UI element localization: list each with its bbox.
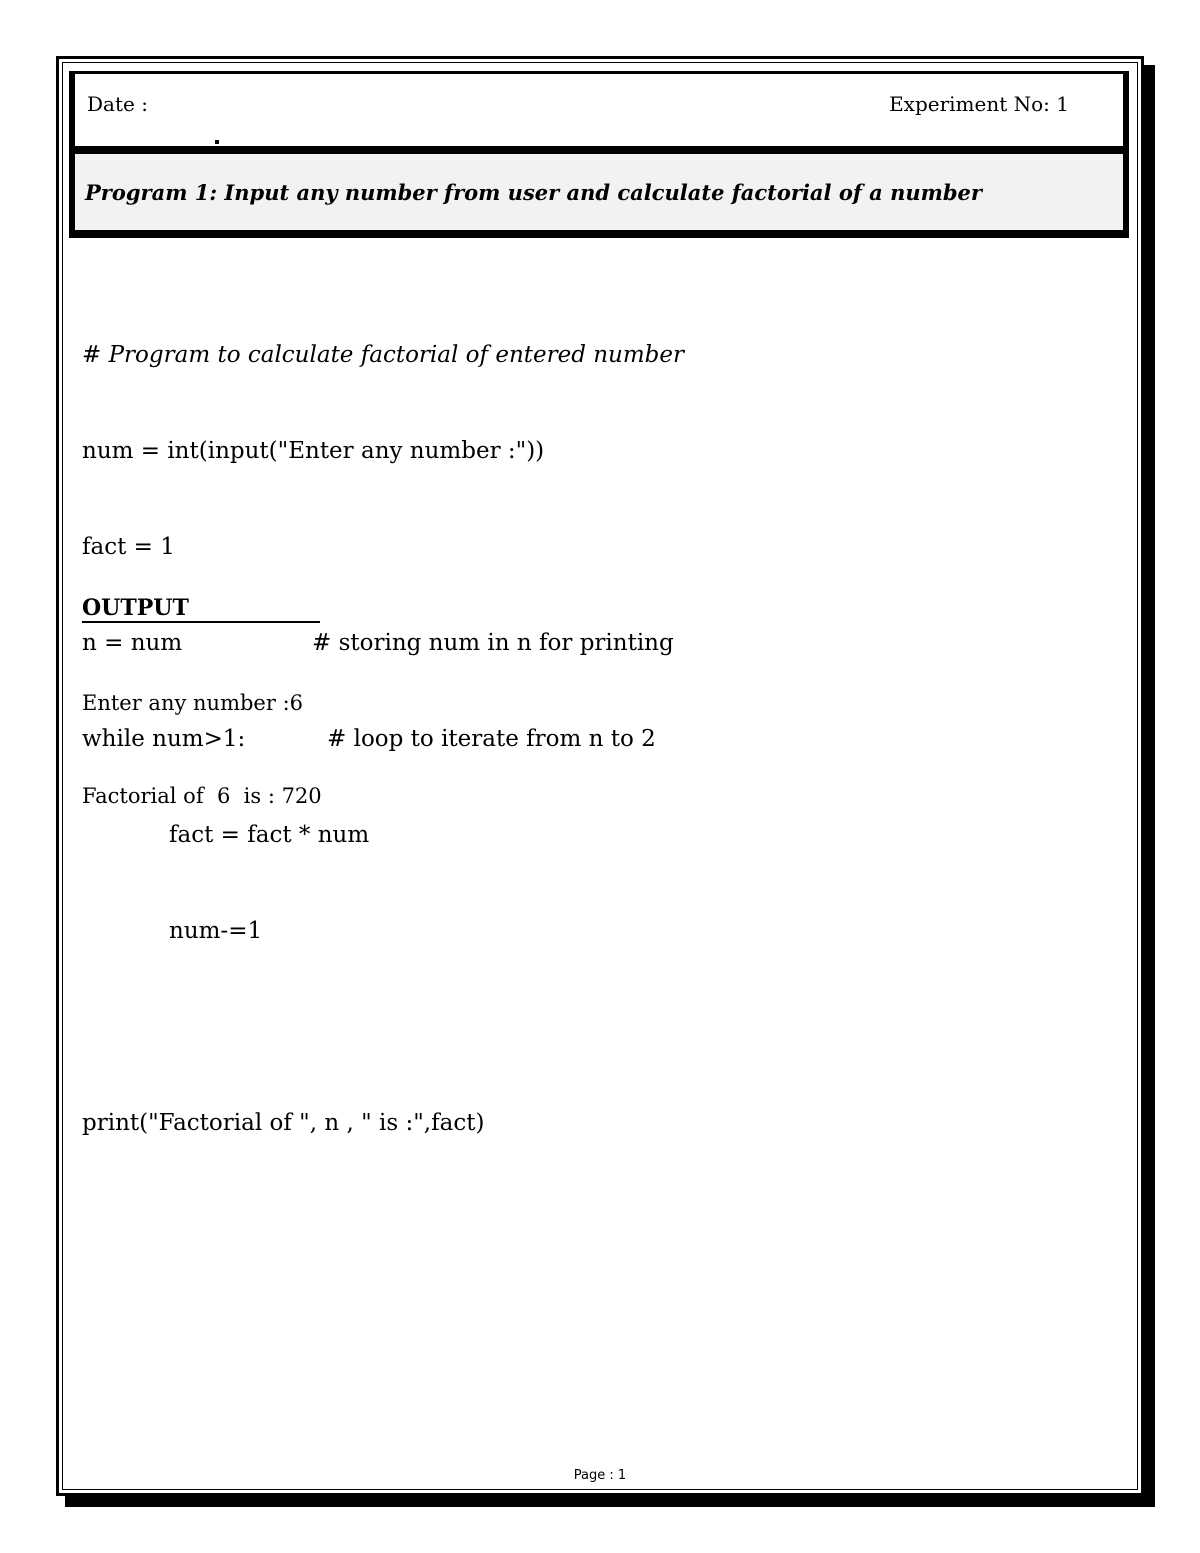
experiment-number: Experiment No: 1 [889, 92, 1069, 116]
program-title: Program 1: Input any number from user and calculate factorial of a number [85, 180, 982, 205]
page-number: Page : 1 [573, 1468, 627, 1483]
header-box [69, 71, 1129, 151]
code-line-n-comment: # storing num in n for printing [312, 630, 674, 656]
code-blank-line [82, 1011, 684, 1043]
code-line-while-text: while num>1: [82, 726, 246, 752]
code-comment-line: # Program to calculate factorial of entered number [82, 342, 685, 368]
program-title-band [69, 146, 1129, 238]
code-line-n-text: n = num [82, 630, 183, 656]
output-heading: OUTPUT [82, 595, 320, 623]
code-line-print: print("Factorial of ", n , " is :",fact) [82, 1110, 485, 1136]
output-lines [82, 626, 322, 843]
code-line-body-1: fact = fact * num [169, 822, 370, 848]
output-line-1: Enter any number :6 [82, 691, 304, 715]
code-line-body-2: num-=1 [169, 918, 263, 944]
header-mark [215, 140, 219, 144]
code-line-fact: fact = 1 [82, 534, 175, 560]
code-line-input: num = int(input("Enter any number :")) [82, 438, 545, 464]
output-line-2: Factorial of 6 is : 720 [82, 784, 322, 808]
date-label: Date : [87, 92, 148, 116]
code-line-while-comment: # loop to iterate from n to 2 [327, 726, 656, 752]
